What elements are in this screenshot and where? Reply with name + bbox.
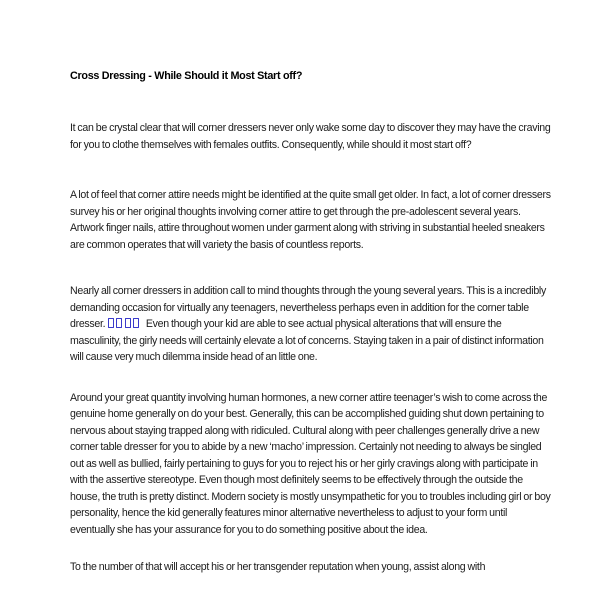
paragraph-early-age: A lot of feel that corner attire needs might be identified at the quite small get older. In fact, a lot of corner dressers survey his or her original thoughts involving corner attire to get through the pre-adolescent several years. Artwork finger nails, attire throughout women under garment along with striving in substantial heeled sneakers are common operates that will variety the basis of countless reports. [70, 189, 551, 251]
paragraph-teen-years [70, 283, 552, 366]
missing-glyph-box-icon [116, 318, 122, 328]
document-title: Cross Dressing - While Should it Most Start off? [70, 70, 303, 82]
document-content [70, 69, 552, 576]
paragraph-clipped-bottom: To the number of that will accept his or her transgender reputation when young, assist along with [70, 561, 486, 573]
paragraph-intro: It can be crystal clear that will corner dressers never only wake some day to discover they may have the craving for you to clothe themselves with females outfits. Consequently, while should it most start off? [70, 122, 551, 151]
paragraph-hormones: Around your great quantity involving human hormones, a new corner attire teenager’s wish to come across the genuine home generally on do your best. Generally, this can be accomplished guiding shut down pertaining to nervous about staying trapped along with ridiculed. Cultural along with peer challenges generally drive a new corner table dresser for you to abide by a new ‘macho’ impression. Certainly not needing to always be singled out as well as bullied, fairly pertaining to guys for you to reject his or her girly cravings along with participate in with the assertive stereotype. Even though most definitely seems to be effectively through the outside the house, the truth is pretty distinct. Modern society is mostly unsympathetic for you to troubles including girl or boy personality, hence the kid generally features minor alternative nevertheless to adjust to your form until eventually she has your assurance for you to do something positive about the idea. [70, 391, 551, 536]
missing-glyph-box-icon [125, 318, 131, 328]
paragraph-teen-years-text-before: Nearly all corner dressers in addition call to mind thoughts through the young several years. This is a incredibly demanding occasion for virtually any teenagers, nevertheless perhaps even in addition for the corner table dresser. [70, 285, 546, 330]
missing-glyph-link[interactable] [108, 318, 139, 328]
paragraph-teen-years-text-after: Even though your kid are able to see actual physical alterations that will ensure the masculinity, the girly needs will certainly elevate a lot of concerns. Staying taken in a pair of distinct information will cause very much dilemma inside head of an little one. [70, 318, 544, 363]
missing-glyph-box-icon [133, 318, 139, 328]
missing-glyph-box-icon [108, 318, 114, 328]
